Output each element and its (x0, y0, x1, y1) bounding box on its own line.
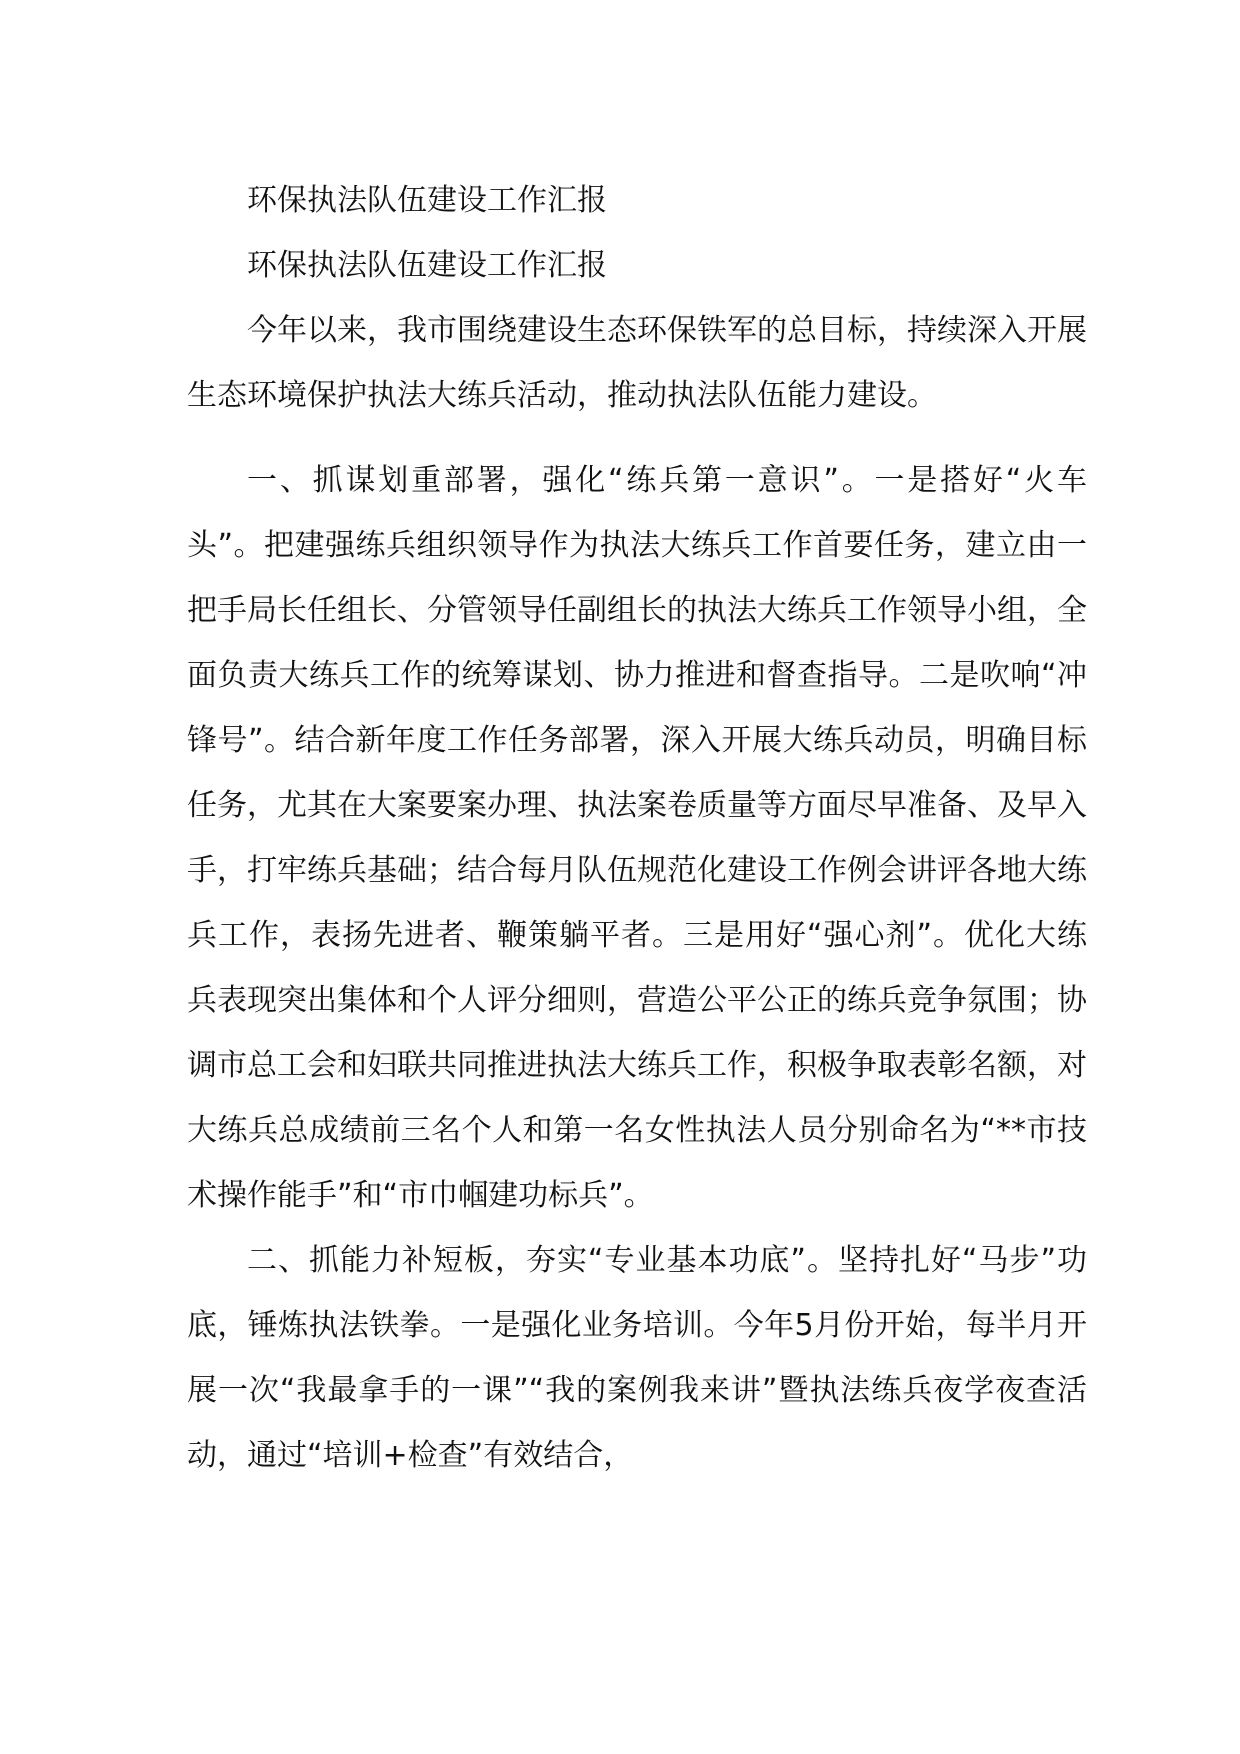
section-two-paragraph: 二、抓能力补短板，夯实“专业基本功底”。坚持扎好“马步”功底，锤炼执法铁拳。一是强化业务培训。今年5月份开始，每半月开展一次“我最拿手的一课”“我的案例我来讲”暨执法练兵夜学夜查活动，通过“培训+检查”有效结合， (187, 1243, 1087, 1473)
document-title-line-1: 环保执法队伍建设工作汇报 (247, 183, 607, 218)
paragraph-spacer (187, 428, 1087, 448)
section-one-paragraph: 一、抓谋划重部署，强化“练兵第一意识”。一是搭好“火车头”。把建强练兵组织领导作为执法大练兵工作首要任务，建立由一把手局长任组长、分管领导任副组长的执法大练兵工作领导小组，全面负责大练兵工作的统筹谋划、协力推进和督查指导。二是吹响“冲锋号”。结合新年度工作任务部署，深入开展大练兵动员，明确目标任务，尤其在大案要案办理、执法案卷质量等方面尽早准备、及早入手，打牢练兵基础；结合每月队伍规范化建设工作例会讲评各地大练兵工作，表扬先进者、鞭策躺平者。三是用好“强心剂”。优化大练兵表现突出集体和个人评分细则，营造公平公正的练兵竞争氛围；协调市总工会和妇联共同推进执法大练兵工作，积极争取表彰名额，对大练兵总成绩前三名个人和第一名女性执法人员分别命名为“**市技术操作能手”和“市巾帼建功标兵”。 (187, 463, 1087, 1213)
document-title-line-2: 环保执法队伍建设工作汇报 (247, 248, 607, 283)
document-body (187, 168, 1087, 1488)
intro-paragraph: 今年以来，我市围绕建设生态环保铁军的总目标，持续深入开展生态环境保护执法大练兵活动，推动执法队伍能力建设。 (187, 313, 1087, 413)
